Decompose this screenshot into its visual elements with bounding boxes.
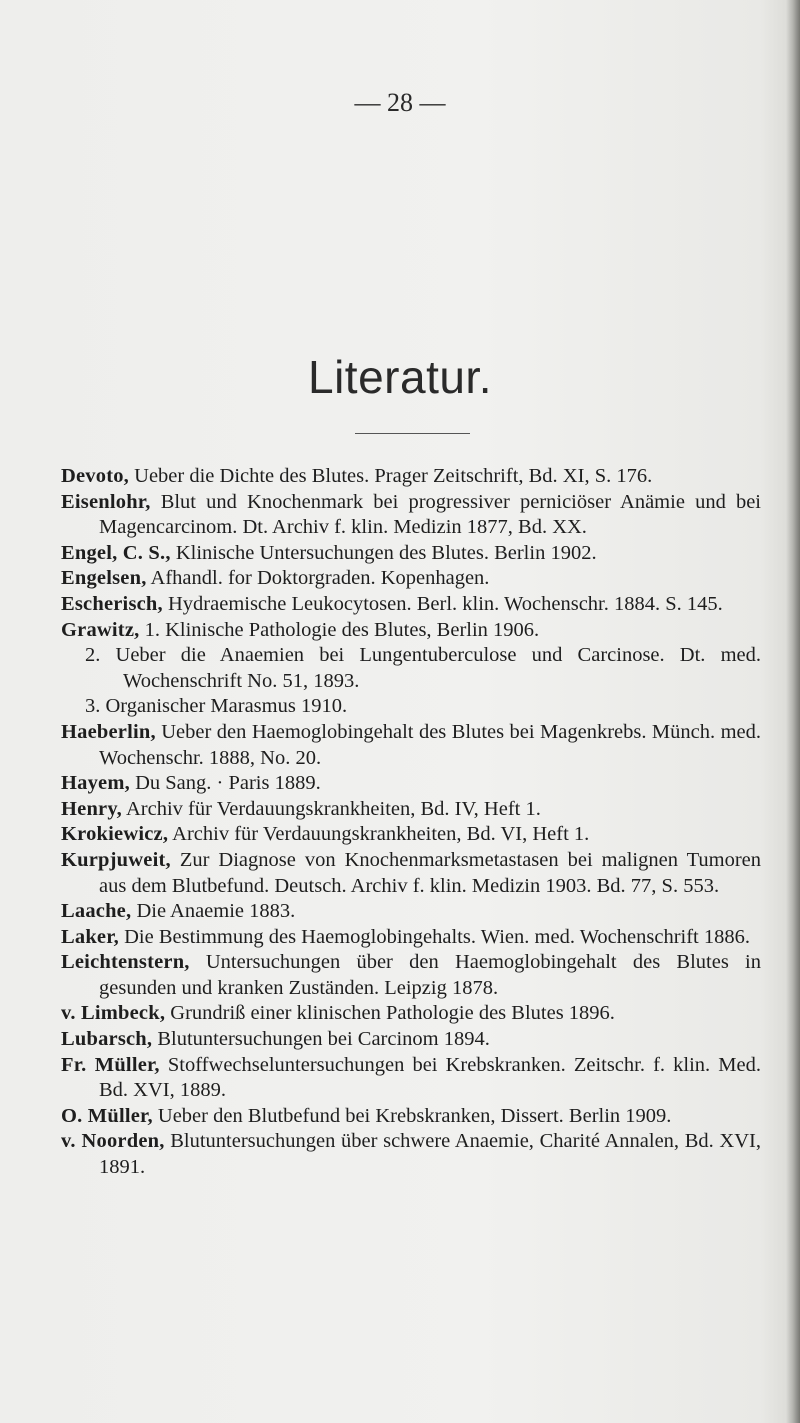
reference-author: Devoto, [61,465,130,487]
reference-author: Fr. Müller, [61,1053,160,1076]
reference-text: Klinische Untersuchungen des Blutes. Berlin 1902. [170,541,597,564]
reference-author: v. Limbeck, [61,1002,166,1025]
reference-entry [61,1001,761,1027]
reference-text: Zur Diagnose von Knochenmarksmetastasen bei malignen Tumoren aus dem Blutbefund. Deutsch. Archiv f. klin. Medizin 1903. Bd. 77, S. 553. [99,848,761,897]
reference-entry [61,1104,761,1130]
reference-author: Grawitz, [61,618,140,641]
reference-list [61,464,761,1181]
reference-entry [61,797,761,823]
reference-text: Hydraemische Leukocytosen. Berl. klin. Wochenschr. 1884. S. 145. [162,592,723,615]
reference-text: 2. Ueber die Anaemien bei Lungentuberculose und Carcinose. Dt. med. Wochenschrift No. 51, 1893. [85,644,761,692]
section-heading: Literatur. [308,351,492,403]
reference-text: Du Sang. · Paris 1889. [129,772,321,795]
reference-text: 3. Organischer Marasmus 1910. [85,695,348,718]
reference-author: Leichtenstern, [61,951,190,974]
reference-text: Die Anaemie 1883. [131,900,296,923]
reference-author: Krokiewicz, [61,823,169,846]
reference-text: Blutuntersuchungen über schwere Anaemie, Charité Annalen, Bd. XVI, 1891. [99,1130,761,1179]
reference-entry [61,822,761,848]
heading-divider [355,433,470,434]
reference-text: Ueber die Dichte des Blutes. Prager Zeitschrift, Bd. XI, S. 176. [129,465,653,487]
reference-text: Ueber den Haemoglobingehalt des Blutes bei Magenkrebs. Münch. med. Wochenschr. 1888, No. 20. [99,720,761,769]
reference-entry [61,541,761,567]
reference-entry [61,899,761,925]
reference-author: Escherisch, [61,592,163,615]
reference-entry [85,694,761,720]
reference-author: Engel, C. S., [61,541,171,564]
reference-author: O. Müller, [61,1104,153,1127]
reference-text: Blutuntersuchungen bei Carcinom 1894. [152,1028,490,1051]
reference-author: v. Noorden, [61,1130,165,1153]
reference-entry [61,848,761,899]
reference-text: Archiv für Verdauungskrankheiten, Bd. IV, Heft 1. [122,797,541,820]
reference-text: Blut und Knochenmark bei progressiver perniciöser Anämie und bei Magencarcinom. Dt. Archiv f. klin. Medizin 1877, Bd. XX. [99,490,761,539]
reference-entry [85,643,761,694]
page-edge-shadow [786,0,800,1423]
reference-author: Kurpjuweit, [61,848,171,871]
reference-entry [61,925,761,951]
reference-text: Grundriß einer klinischen Pathologie des Blutes 1896. [165,1002,615,1025]
reference-author: Haeberlin, [61,720,156,743]
reference-text: Die Bestimmung des Haemoglobingehalts. Wien. med. Wochenschrift 1886. [118,925,750,948]
reference-entry [61,1027,761,1053]
reference-entry [61,618,761,644]
reference-text: Afhandl. for Doktorgraden. Kopenhagen. [146,567,490,590]
reference-entry [61,950,761,1001]
reference-author: Laker, [61,925,119,948]
reference-author: Eisenlohr, [61,490,151,513]
reference-entry [61,566,761,592]
reference-entry [61,1053,761,1104]
reference-text: Archiv für Verdauungskrankheiten, Bd. VI, Heft 1. [168,823,590,846]
reference-author: Hayem, [61,772,130,795]
page-number: — 28 — [354,88,446,117]
reference-entry [61,1129,761,1180]
reference-entry [61,464,761,490]
reference-text: 1. Klinische Pathologie des Blutes, Berlin 1906. [139,618,540,641]
reference-text: Ueber den Blutbefund bei Krebskranken, Dissert. Berlin 1909. [152,1104,672,1127]
reference-entry [61,771,761,797]
reference-entry [61,490,761,541]
reference-author: Henry, [61,797,122,820]
reference-author: Engelsen, [61,567,147,590]
reference-author: Lubarsch, [61,1028,153,1051]
reference-text: Stoffwechseluntersuchungen bei Krebskranken. Zeitschr. f. klin. Med. Bd. XVI, 1889. [99,1053,761,1102]
reference-author: Laache, [61,900,132,923]
reference-text: Untersuchungen über den Haemoglobingehalt des Blutes in gesunden und kranken Zuständen. Leipzig 1878. [99,951,761,999]
reference-entry [61,720,761,771]
reference-entry [61,592,761,618]
